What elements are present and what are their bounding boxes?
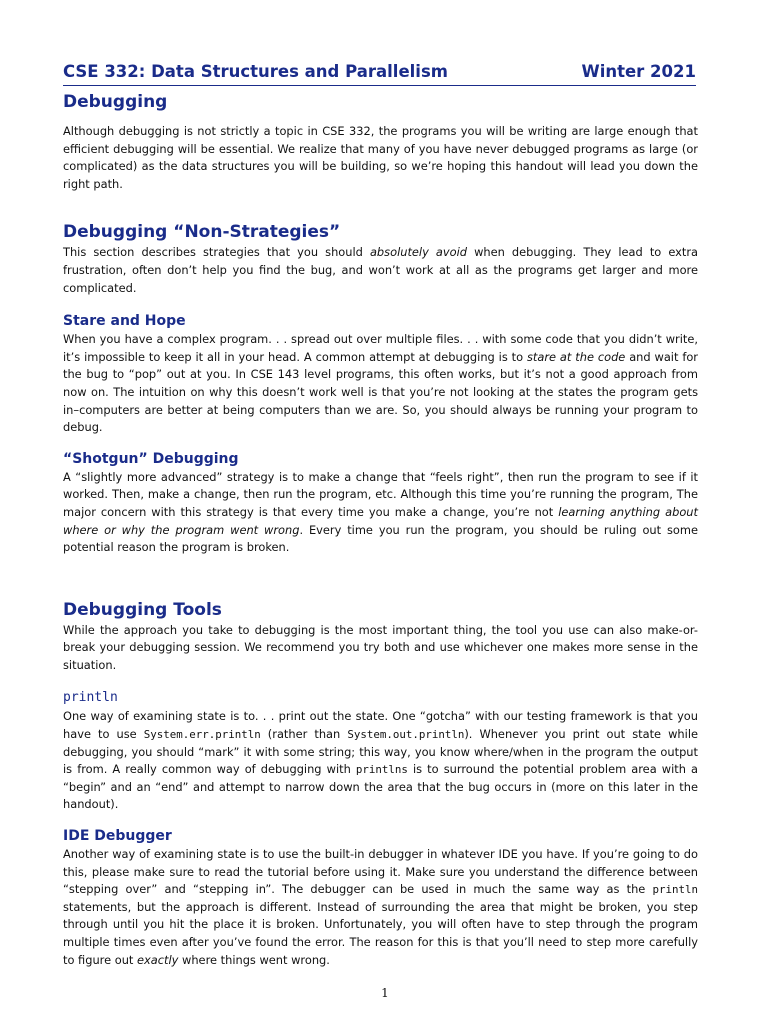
println-paragraph: One way of examining state is to. . . print out the state. One “gotcha” with our testing framework is that you have to use System.err.println (rather than System.out.println). Whenever you print out state while debugging, you should “mark” it with some string; this way, you know where/when in the program the output is from. A really common way of debugging with printlns is to surround the potential problem area with a “begin” and an “end” and attempt to narrow down the area that the bug occurs in (more on this later in the handout). [63,709,699,812]
subsection-title-stare-and-hope: Stare and Hope [63,313,186,330]
page-number: 1 [381,986,389,1000]
non-strategies-paragraph: This section describes strategies that you should absolutely avoid when debugging. They lead to extra frustration, often don’t help you find the bug, and won’t work at all as the programs get larger and more complicated. [63,245,699,295]
shotgun-paragraph: A “slightly more advanced” strategy is to make a change that “feels right”, then run the program to see if it worked. Then, make a change, then run the program, etc. Although this time you’re running the program, The major concern with this strategy is that every time you make a change, you’re not learning anything about where or why the program went wrong. Every time you run the program, you should be ruling out some potential reason the program is broken. [63,469,698,555]
stare-and-hope-paragraph: When you have a complex program. . . spread out over multiple files. . . with some code that you didn’t write, it’s impossible to keep it all in your head. A common attempt at debugging is to stare at the code and wait for the bug to “pop” out at you. In CSE 143 level programs, this often works, but it’s not a good approach from now on. The intuition on why this doesn’t work well is that you’re not looking at the states the program gets in–computers are better at being computers than we are. So, you should always be running your program to debug. [63,332,698,435]
running-header [63,62,696,86]
document-body [63,90,698,969]
course-title: CSE 332: Data Structures and Parallelism [63,62,448,81]
section-title-tools: Debugging Tools [63,599,222,620]
ide-debugger-paragraph: Another way of examining state is to use the built-in debugger in whatever IDE you have. If you’re going to do this, please make sure to read the tutorial before using it. Make sure you understand the difference between “stepping over” and “stepping in”. The debugger can be used in much the same way as the println statements, but the approach is different. Instead of surrounding the area that might be broken, you step through until you hit the place it is broken. Unfortunately, you will often have to step through the program multiple times even after you’ve found the error. The reason for this is that you’ll need to step more carefully to figure out exactly where things went wrong. [63,847,698,967]
intro-paragraph: Although debugging is not strictly a topic in CSE 332, the programs you will be writing are large enough that efficient debugging will be essential. We realize that many of you have never debugged programs as large (or complicated) as the data structures you will be building, so we’re hoping this handout will lead you down the right path. [63,124,698,191]
term-label: Winter 2021 [581,62,696,81]
subsection-title-shotgun: “Shotgun” Debugging [63,450,239,467]
section-title-non-strategies: Debugging “Non-Strategies” [63,222,341,243]
subsection-title-println: println [63,690,118,706]
tools-paragraph: While the approach you take to debugging is the most important thing, the tool you use can also make-or-break your debugging session. We recommend you try both and use whichever one makes more sense in the situation. [63,622,698,672]
section-title-debugging: Debugging [63,92,168,112]
subsection-title-ide-debugger: IDE Debugger [63,828,172,845]
